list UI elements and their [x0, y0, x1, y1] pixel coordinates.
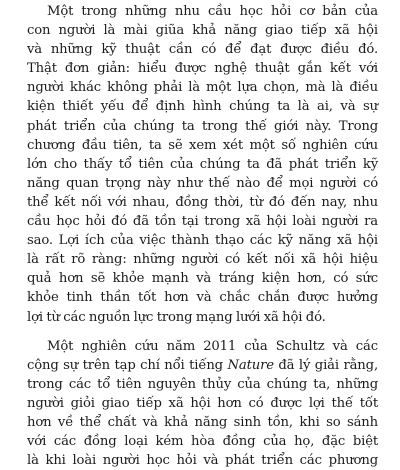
text-line-with-italic: cộng sự trên tạp chí nổi tiếng Nature đã lý giải rằng, — [27, 357, 378, 373]
text-line: quả hơn sẽ khỏe mạnh và tráng kiện hơn, có sức — [27, 271, 378, 287]
text-line: kiện thiết yếu để định hình chúng ta là ai, và sự — [27, 99, 378, 115]
text-line: sao. Lợi ích của việc thành thạo các kỹ năng xã hội — [27, 233, 378, 249]
text-line: chương đầu tiên, ta sẽ xem xét một số nghiên cứu — [27, 137, 378, 153]
text-line: người giỏi giao tiếp xã hội hơn có được lợi thế tốt — [27, 395, 378, 411]
text-line: với các đồng loại kém hòa đồng của họ, đặc biệt — [27, 434, 378, 450]
text-line: trong các tổ tiên nguyên thủy của chúng ta, những — [27, 376, 378, 392]
text-line: và những kỹ thuật cần có để đạt được điều đó. — [27, 42, 378, 58]
text-line: lợi từ các nguồn lực trong mạng lưới xã hội đó. — [27, 309, 326, 325]
text-line: hơn về thể chất và khả năng sinh tồn, khi so sánh — [27, 414, 378, 430]
text-line: khỏe tinh thần tốt hơn và chắc chắn được hưởng — [27, 290, 378, 306]
paragraph-gap — [27, 327, 378, 337]
text-line: người khác không phải là một lựa chọn, mà là điều — [27, 80, 378, 96]
text-line: Thật đơn giản: hiểu được nghệ thuật gắn kết với — [27, 61, 378, 77]
text-line: cầu học hỏi đó đã tồn tại trong xã hội loài người ra — [27, 214, 378, 230]
text-line: lớn cho thấy tổ tiên của chúng ta đã phát triển kỹ — [27, 156, 378, 172]
text-line: Một trong những nhu cầu học hỏi cơ bản của — [47, 4, 378, 19]
paragraph-2 — [27, 337, 378, 470]
journal-title: Nature — [227, 357, 274, 373]
text-line: là khi loài người học hỏi và phát triển các phương — [27, 453, 378, 469]
text-line: phát triển của chúng ta trong thế giới này. Trong — [27, 118, 378, 134]
paragraph-1 — [27, 2, 378, 327]
text-line: năng quan trọng này như thế nào để mọi người có — [27, 175, 378, 191]
text-line: thể kết nối với nhau, đồng thời, từ đó đến nay, nhu — [27, 194, 378, 210]
text-line: Một nghiên cứu năm 2011 của Schultz và các — [47, 338, 378, 354]
text-line: con người là mài giũa khả năng giao tiếp xã hội — [27, 23, 378, 39]
text-line: là rất rõ ràng: những người có kết nối xã hội hiệu — [27, 252, 378, 268]
